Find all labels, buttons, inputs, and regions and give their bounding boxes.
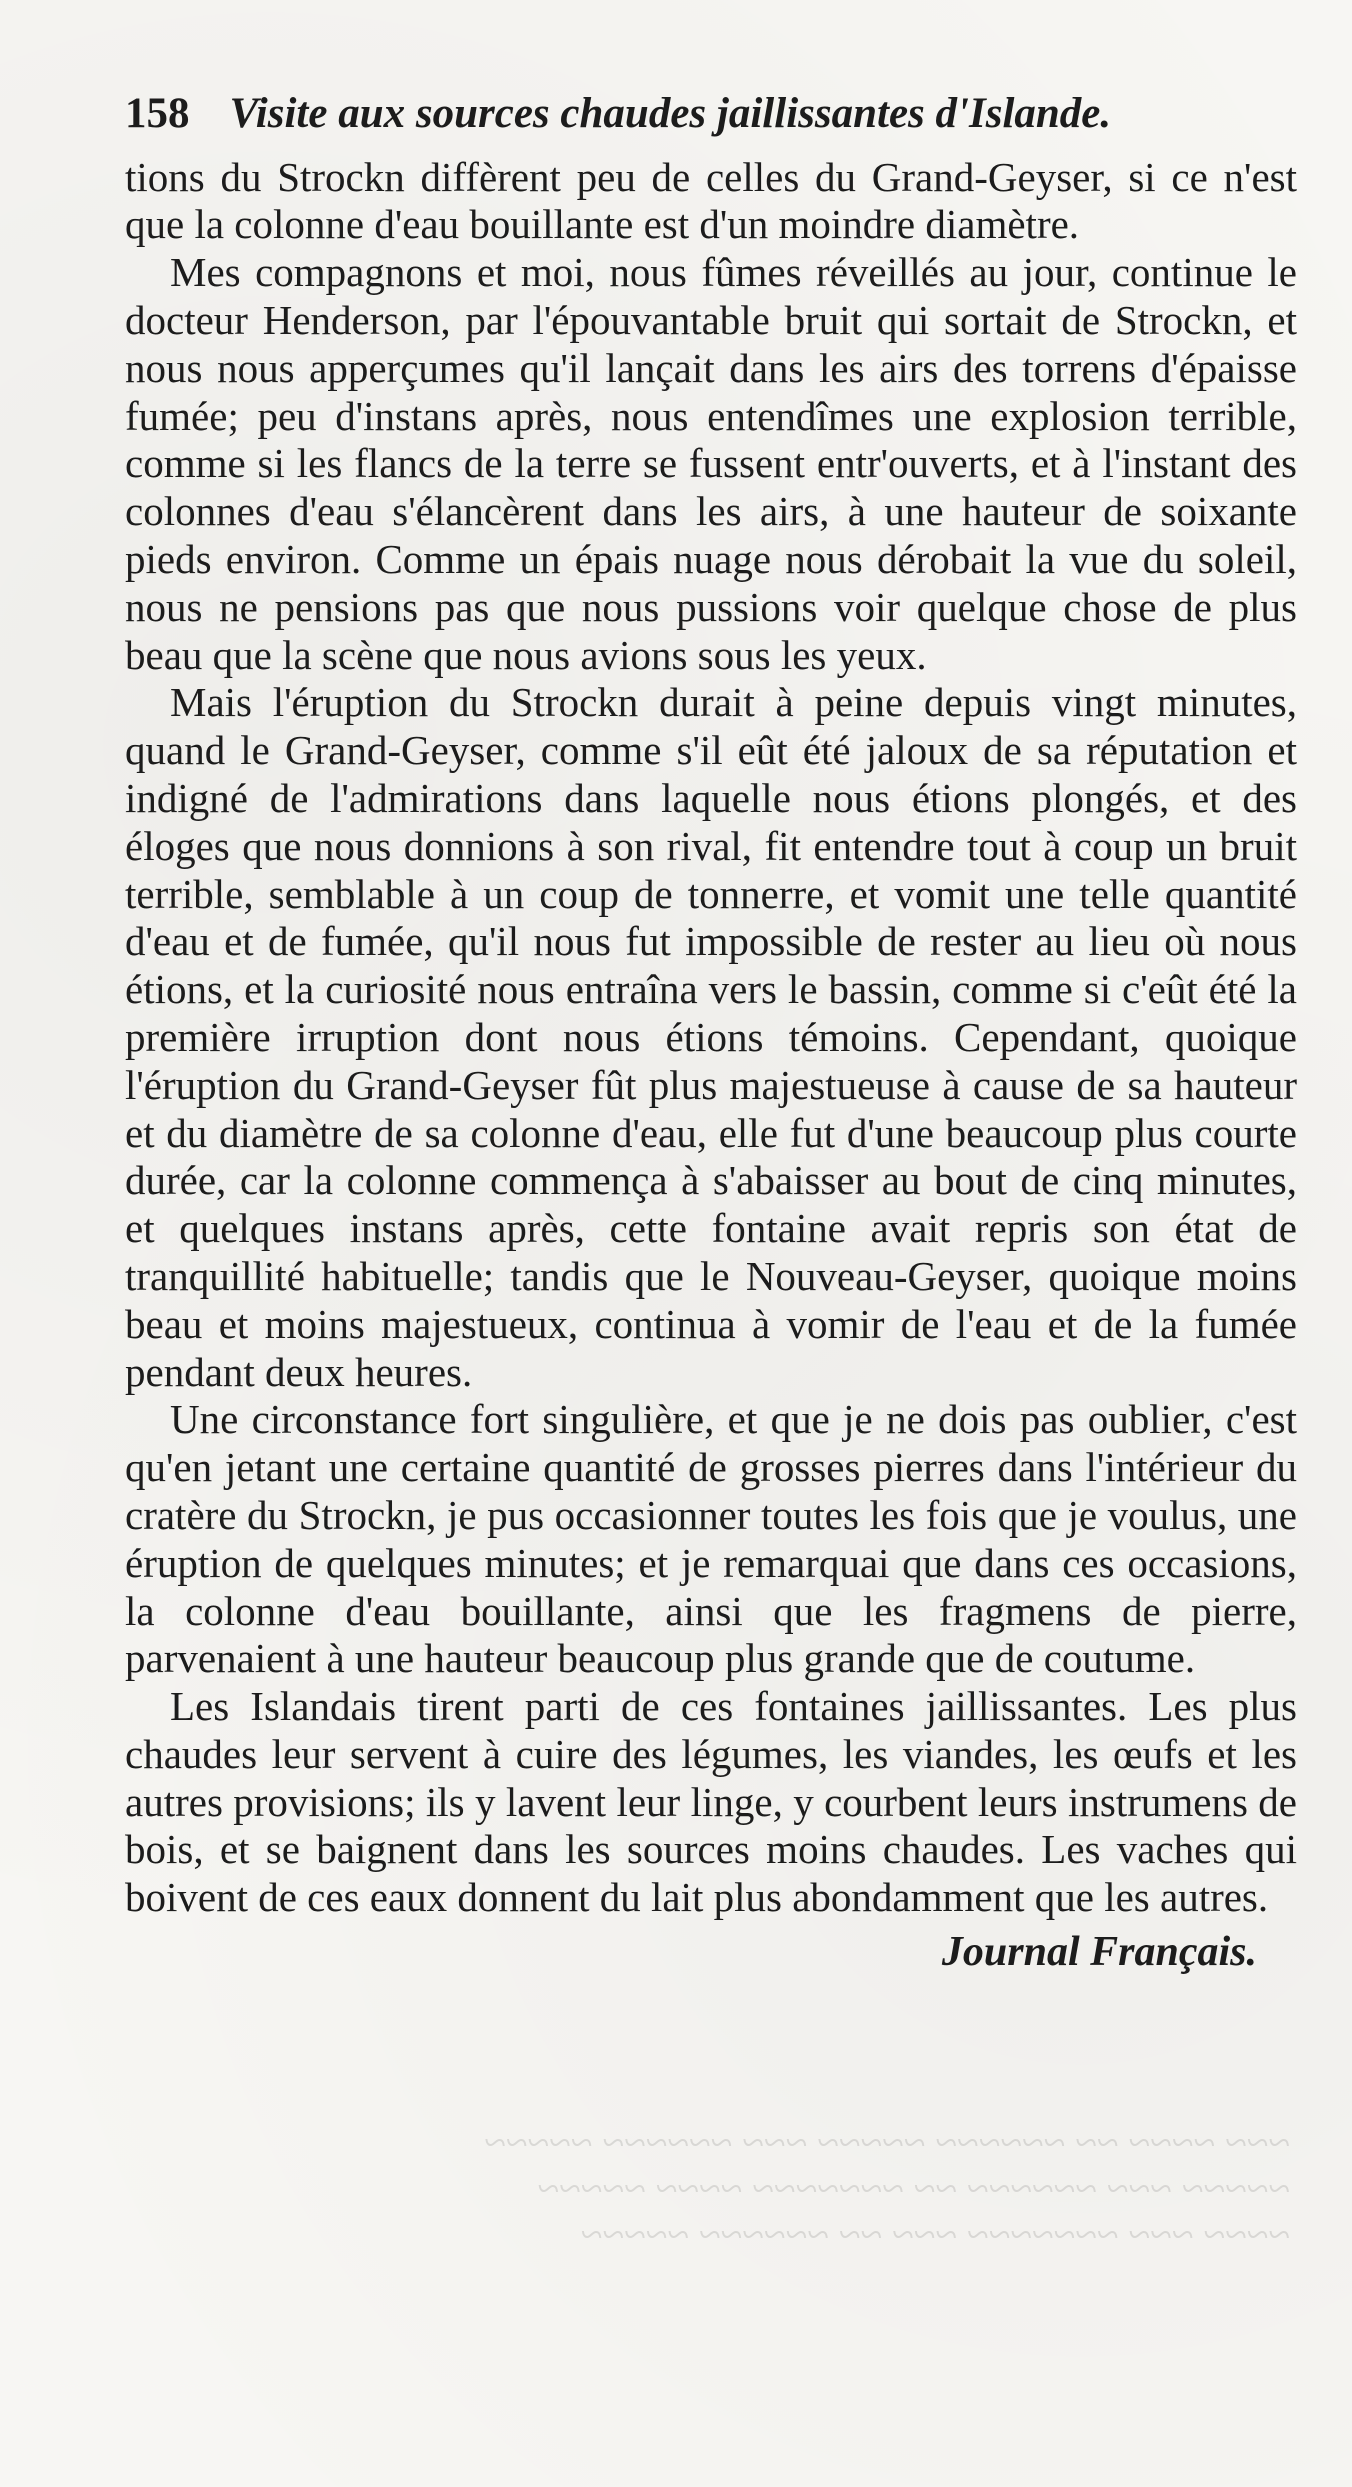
paragraph-1: tions du Strockn diffèrent peu de celles du Grand-Geyser, si ce n'est que la colonne d'eau bouillante est d'un moindre diamètre. xyxy=(125,153,1297,248)
page-number: 158 xyxy=(125,90,190,137)
article-body xyxy=(125,154,1297,1922)
paragraph-3: Mais l'éruption du Strockn durait à peine depuis vingt minutes, quand le Grand-Geyser, comme s'il eût été jaloux de sa réputation et indigné de l'admirations dans laquelle nous étions plongés, et des éloges que nous donnions à son rival, fit entendre tout à coup un bruit terrible, semblable à un coup de tonnerre, et vomit une telle quantité d'eau et de fumée, qu'il nous fut impossible de rester au lieu où nous étions, et la curiosité nous entraîna vers le bassin, comme si c'eût été la première irruption dont nous étions témoins. Cependant, quoique l'éruption du Grand-Geyser fût plus majestueuse à cause de sa hauteur et du diamètre de sa colonne d'eau, elle fut d'une beaucoup plus courte durée, car la colonne commença à s'abaisser au bout de cinq minutes, et quelques instans après, cette fontaine avait repris son état de tranquillité habituelle; tandis que le Nouveau-Geyser, quoique moins beau et moins majestueux, continua à vomir de l'eau et de la fumée pendant deux heures. xyxy=(125,679,1297,1395)
paragraph-5: Les Islandais tirent parti de ces fontaines jaillissantes. Les plus chaudes leur servent à cuire des légumes, les viandes, les œufs et les autres provisions; ils y lavent leur linge, y courbent leurs instrumens de bois, et se baignent dans les sources moins chaudes. Les vaches qui boivent de ces eaux donnent du lait plus abondamment que les autres. xyxy=(125,1683,1297,1921)
paragraph-4: Une circonstance fort singulière, et que je ne dois pas oublier, c'est qu'en jetant une certaine quantité de grosses pierres dans l'intérieur du cratère du Strockn, je pus occasionner toutes les fois que je voulus, une éruption de quelques minutes; et je remarquai que dans ces occasions, la colonne d'eau bouillante, ainsi que les fragmens de pierre, parvenaient à une hauteur beaucoup plus grande que de coutume. xyxy=(125,1396,1297,1682)
bleed-through-texture: ~~~ ~~~~ ~~ ~~~~~~ ~~~~~ ~~~ ~~~~~~ ~~~~~ ~~~~~ ~~~ ~~~~~~ ~~ ~~~~~~~ ~~~~ ~~~~~ ~~~~ ~~~ ~~~~~~~ ~~~ ~~ ~~~~~~ ~~~~~ xyxy=(484,2120,1290,2257)
page-header xyxy=(125,88,1297,140)
paragraph-2: Mes compagnons et moi, nous fûmes réveillés au jour, continue le docteur Henderson, par l'épouvantable bruit qui sortait de Strockn, et nous nous apperçumes qu'il lançait dans les airs des torrens d'épaisse fumée; peu d'instans après, nous entendîmes une explosion terrible, comme si les flancs de la terre se fussent entr'ouverts, et à l'instant des colonnes d'eau s'élancèrent dans les airs, à une hauteur de soixante pieds environ. Comme un épais nuage nous dérobait la vue du soleil, nous ne pensions pas que nous pussions voir quelque chose de plus beau que la scène que nous avions sous les yeux. xyxy=(125,249,1297,678)
article-source: Journal Français. xyxy=(941,1929,1257,1976)
running-head: Visite aux sources chaudes jaillissantes d'Islande. xyxy=(229,90,1112,137)
